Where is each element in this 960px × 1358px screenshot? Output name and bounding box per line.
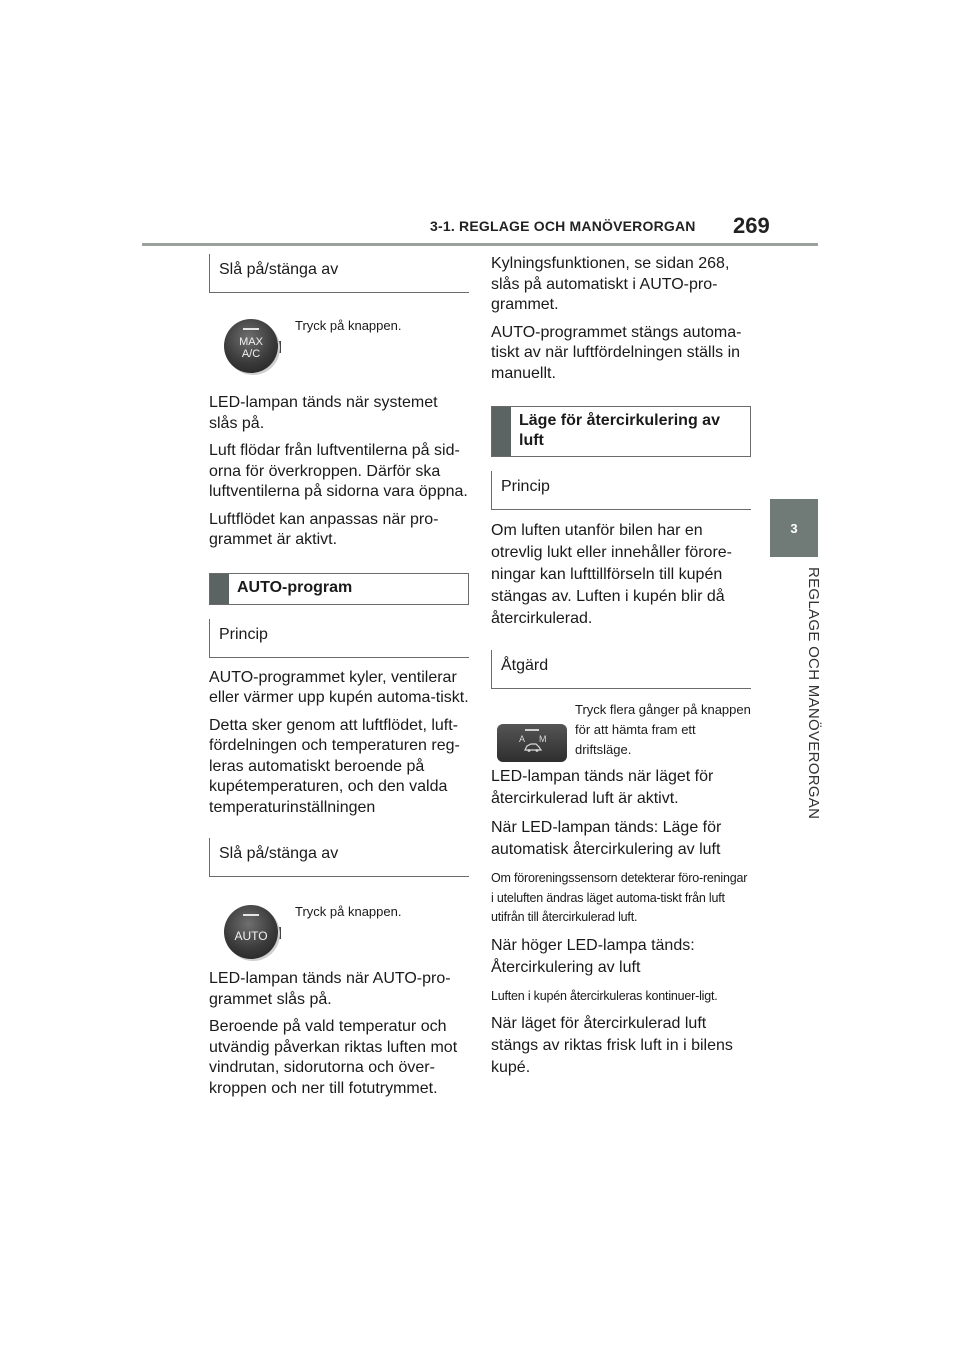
recirc-control: [491, 701, 751, 762]
paragraph: Beroende på vald temperatur och utvändig påverkan riktas luften mot vindrutan, sidorutorna och över-kroppen och ner till fotutrymmet.: [209, 1018, 458, 1097]
maxac-label-line1: MAX: [239, 336, 263, 348]
page-number: 269: [733, 213, 770, 238]
auto-button-label: AUTO: [234, 929, 268, 943]
onoff-heading-2: Slå på/stänga av: [209, 838, 469, 877]
recirc-caption: Tryck flera gånger på knappen för att hämta fram ett driftsläge.: [575, 702, 751, 757]
small-paragraph: Om föroreningssensorn detekterar föro-reningar i uteluften ändras läget automa-tiskt från luft utifrån till återcirkulerad luft.: [491, 871, 748, 924]
action-heading: Åtgärd: [491, 650, 751, 689]
recirc-heading-text: Läge för återcirkulering av luft: [519, 412, 720, 449]
maxac-caption: Tryck på knappen.: [295, 318, 402, 333]
onoff-heading-1: Slå på/stänga av: [209, 254, 469, 293]
paragraph: När höger LED-lampa tänds: Återcirkulering av luft: [491, 936, 695, 976]
paragraph: LED-lampan tänds när läget för återcirkulerad luft är aktivt.: [491, 768, 714, 807]
maxac-label-line2: A/C: [241, 348, 261, 360]
paragraph: Om luften utanför bilen har en otrevlig lukt eller innehåller förore-ningar kan lufttillförseln till kupén stängas av. Luften i kupén blir då återcirkulerad.: [491, 522, 732, 627]
auto-button-icon: [224, 905, 278, 959]
chapter-tab: 3: [770, 499, 818, 557]
small-paragraph: Luften i kupén återcirkuleras kontinuer-ligt.: [491, 988, 718, 1003]
paragraph: När läget för återcirkulerad luft stängs av riktas frisk luft in i bilens kupé.: [491, 1015, 733, 1076]
paragraph: När LED-lampan tänds: Läge för automatisk återcirkulering av luft: [491, 819, 722, 858]
paragraph: LED-lampan tänds när AUTO-pro-grammet slås på.: [209, 970, 451, 1008]
paragraph: AUTO-programmet kyler, ventilerar eller värmer upp kupén automa-tiskt.: [209, 668, 469, 706]
paragraph: Detta sker genom att luftflödet, luft-fördelningen och temperaturen reg-leras automatiskt beroende på kupétemperaturen, och den valda temperaturinställningen: [209, 716, 460, 816]
paragraph: Luftflödet kan anpassas när pro-grammet är aktivt.: [209, 510, 439, 548]
paragraph: Luft flödar från luftventilerna på sid-orna för överkroppen. Därför ska luftventilerna på sidorna vara öppna.: [209, 442, 468, 500]
right-column: [491, 254, 751, 1079]
maxac-control: [209, 319, 469, 373]
car-recirc-icon: [523, 741, 543, 753]
auto-caption: Tryck på knappen.: [295, 904, 402, 919]
principle-heading: Princip: [209, 619, 469, 658]
recirc-mark-right: M: [539, 734, 547, 744]
recirc-heading: [491, 406, 751, 457]
paragraph: Kylningsfunktionen, se sidan 268, slås på automatiskt i AUTO-pro-grammet.: [491, 255, 730, 313]
auto-program-heading: [209, 573, 469, 605]
auto-control: [209, 905, 469, 959]
recirc-mark-left: A: [519, 734, 526, 744]
principle-heading: Princip: [491, 471, 751, 510]
chapter-side-title: REGLAGE OCH MANÖVERORGAN: [805, 567, 822, 820]
maxac-button-icon: [224, 319, 278, 373]
paragraph: AUTO-programmet stängs automa-tiskt av när luftfördelningen ställs in manuellt.: [491, 323, 742, 382]
paragraph: LED-lampan tänds när systemet slås på.: [209, 394, 438, 432]
left-column: [209, 254, 469, 1099]
running-header: 3-1. REGLAGE OCH MANÖVERORGAN: [430, 218, 696, 234]
recirc-button-icon: [497, 724, 567, 762]
header-rule: [142, 243, 818, 246]
auto-program-heading-text: AUTO-program: [237, 578, 353, 596]
